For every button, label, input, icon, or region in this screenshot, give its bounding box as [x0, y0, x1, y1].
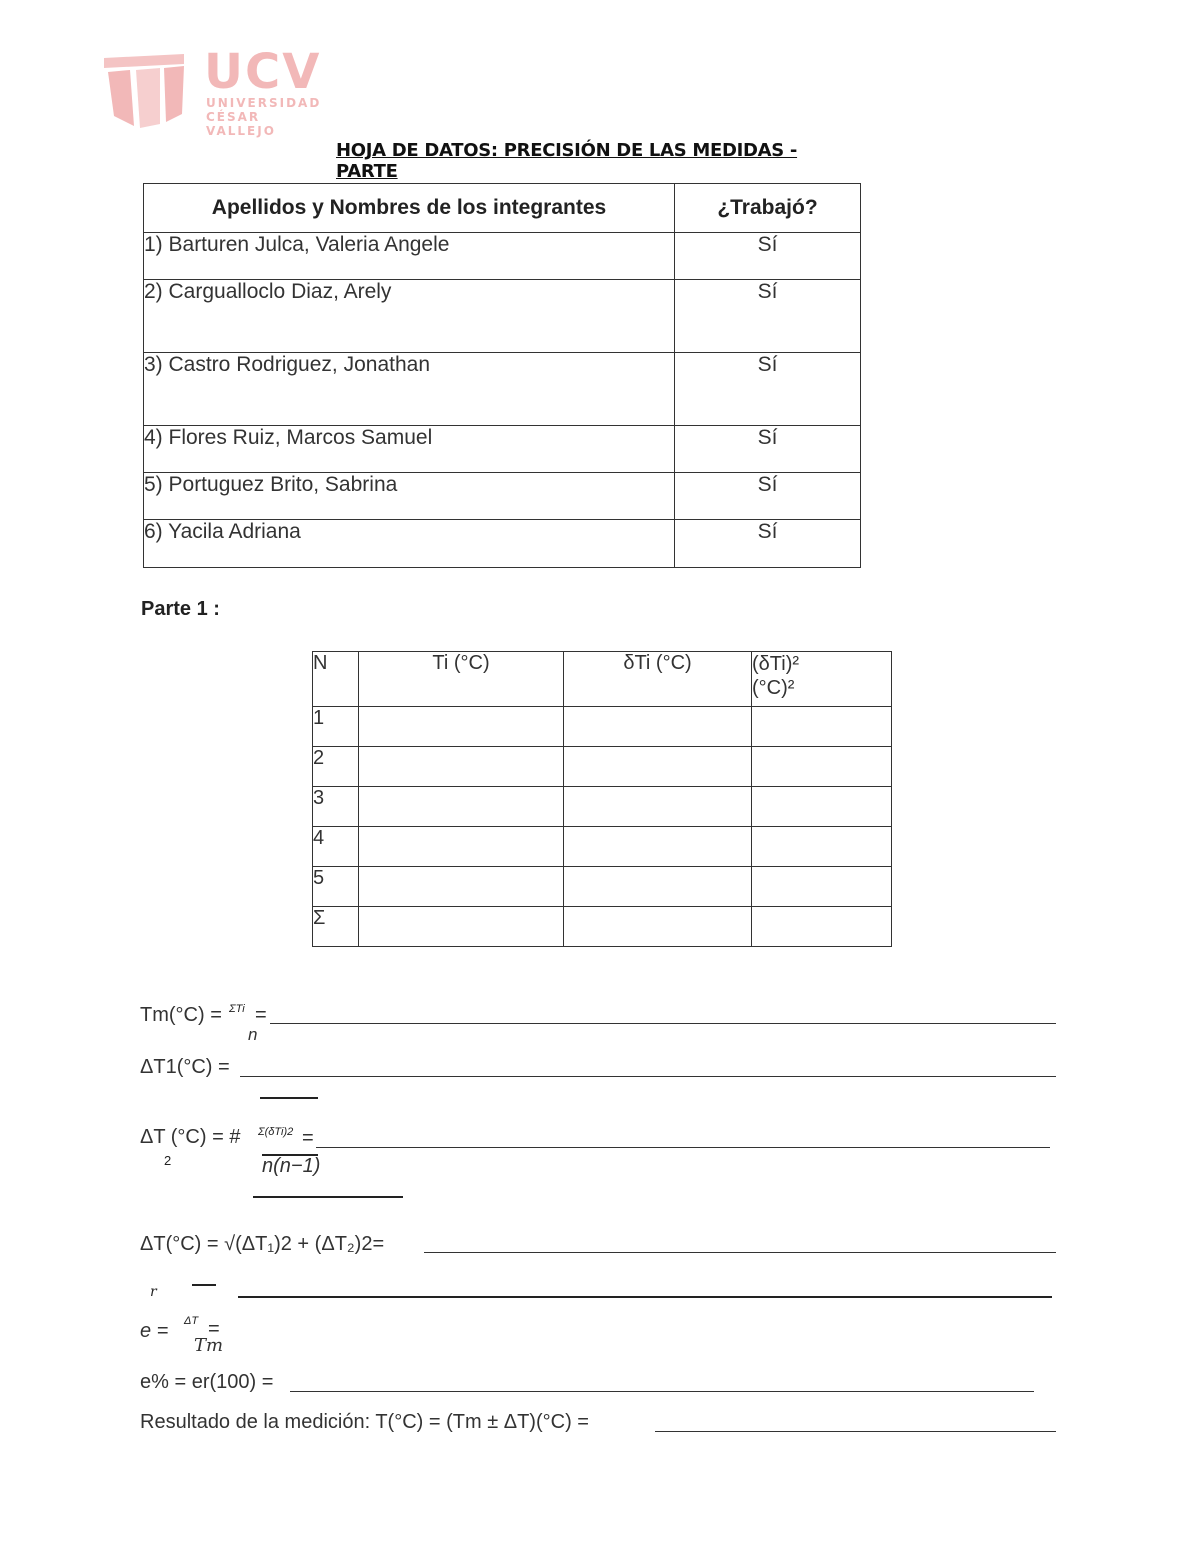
formula-dt1: ΔT1(°C) =: [140, 1056, 230, 1078]
header-delta-ti: δTi (°C): [564, 652, 752, 707]
table-row: [144, 233, 861, 280]
ti-input[interactable]: [359, 747, 564, 787]
table-row: [313, 707, 892, 747]
table-row: [144, 426, 861, 473]
delta-ti-squared-input[interactable]: [752, 827, 892, 867]
page-title: HOJA DE DATOS: PRECISIÓN DE LAS MEDIDAS - PARTE: [336, 140, 798, 182]
member-name: 5) Portuguez Brito, Sabrina: [144, 473, 675, 520]
delta-ti-squared-sum-input[interactable]: [752, 907, 892, 947]
dt1-answer-line[interactable]: [240, 1076, 1056, 1077]
result-line: Resultado de la medición: T(°C) = (Tm ± ΔT)(°C) =: [140, 1411, 589, 1433]
table-row: [313, 827, 892, 867]
formula-tm-denominator: n: [248, 1025, 258, 1044]
header-delta-ti-squared-line1: (δTi)²: [752, 653, 800, 675]
formula-dt2: ΔT (°C) = #: [140, 1126, 241, 1148]
delta-ti-input[interactable]: [564, 707, 752, 747]
table-row: [313, 867, 892, 907]
part-label: Parte 1 :: [141, 598, 220, 620]
row-sum: Σ: [313, 907, 359, 947]
table-row: [144, 520, 861, 568]
member-worked: Sí: [675, 520, 861, 568]
delta-ti-input[interactable]: [564, 827, 752, 867]
measurements-table: [312, 651, 892, 947]
formula-dt: ΔT(°C) = √(ΔT₁)2 + (ΔT₂)2=: [140, 1233, 385, 1255]
ti-input[interactable]: [359, 867, 564, 907]
formula-er: e =: [140, 1320, 169, 1342]
row-index: 1: [313, 707, 359, 747]
logo-line1: UNIVERSIDAD: [206, 96, 322, 110]
formula-epct: e% = er(100) =: [140, 1371, 274, 1393]
header-ti: Ti (°C): [359, 652, 564, 707]
table-row: [313, 787, 892, 827]
formula-tm-equals: =: [255, 1004, 267, 1026]
formula-dt2-sub: 2: [164, 1153, 172, 1168]
delta-ti-squared-input[interactable]: [752, 747, 892, 787]
formula-tm-numerator: ΣTi: [229, 1003, 245, 1015]
delta-ti-input[interactable]: [564, 747, 752, 787]
member-name: 3) Castro Rodriguez, Jonathan: [144, 353, 675, 426]
delta-ti-squared-input[interactable]: [752, 707, 892, 747]
formula-tm: [140, 1004, 222, 1027]
member-worked: Sí: [675, 233, 861, 280]
delta-ti-squared-input[interactable]: [752, 787, 892, 827]
ucv-emblem-icon: [100, 50, 190, 130]
formula-tm-lhs: Tm(°C) =: [140, 1004, 222, 1026]
er-answer-line[interactable]: [238, 1296, 1052, 1298]
header-delta-ti-squared: [752, 652, 892, 707]
dt-answer-line[interactable]: [424, 1252, 1056, 1253]
ti-sum-input[interactable]: [359, 907, 564, 947]
members-header-names: Apellidos y Nombres de los integrantes: [144, 184, 675, 233]
dt2-answer-line[interactable]: [316, 1147, 1050, 1148]
delta-ti-squared-input[interactable]: [752, 867, 892, 907]
ucv-logo: [100, 44, 330, 138]
formula-er-denominator: Tm: [194, 1335, 224, 1356]
member-worked: Sí: [675, 473, 861, 520]
fraction-bar: [253, 1196, 403, 1198]
formula-er-numerator: ΔT: [184, 1315, 199, 1327]
delta-ti-sum-input[interactable]: [564, 907, 752, 947]
table-row: [144, 473, 861, 520]
ti-input[interactable]: [359, 787, 564, 827]
table-row: [144, 353, 861, 426]
member-name: 4) Flores Ruiz, Marcos Samuel: [144, 426, 675, 473]
ti-input[interactable]: [359, 707, 564, 747]
row-index: 3: [313, 787, 359, 827]
tm-answer-line[interactable]: [270, 1023, 1056, 1024]
row-index: 5: [313, 867, 359, 907]
fraction-bar: [192, 1284, 216, 1286]
logo-acronym: UCV: [204, 44, 322, 100]
members-header-worked: ¿Trabajó?: [675, 184, 861, 233]
row-index: 2: [313, 747, 359, 787]
row-index: 4: [313, 827, 359, 867]
result-answer-line[interactable]: [655, 1431, 1056, 1432]
member-worked: Sí: [675, 353, 861, 426]
header-delta-ti-squared-line2: (°C)²: [752, 677, 795, 699]
member-name: 2) Cargualloclo Diaz, Arely: [144, 280, 675, 353]
logo-line2: CÉSAR VALLEJO: [206, 110, 276, 138]
delta-ti-input[interactable]: [564, 787, 752, 827]
member-name: 6) Yacila Adriana: [144, 520, 675, 568]
table-row: [313, 747, 892, 787]
member-worked: Sí: [675, 280, 861, 353]
fraction-bar: [260, 1097, 318, 1099]
member-worked: Sí: [675, 426, 861, 473]
member-name: 1) Barturen Julca, Valeria Angele: [144, 233, 675, 280]
table-row: [144, 280, 861, 353]
formula-er-equals: =: [208, 1318, 220, 1340]
epct-answer-line[interactable]: [290, 1391, 1034, 1392]
delta-ti-input[interactable]: [564, 867, 752, 907]
table-row: [313, 907, 892, 947]
ti-input[interactable]: [359, 827, 564, 867]
header-n: N: [313, 652, 359, 707]
formula-r-mark: r: [150, 1284, 157, 1300]
formula-dt2-equals: =: [302, 1127, 314, 1149]
formula-dt2-denominator: n(n−1): [262, 1155, 321, 1177]
members-table: [143, 183, 861, 568]
formula-dt2-numerator: Σ(δTi)2: [258, 1126, 294, 1138]
